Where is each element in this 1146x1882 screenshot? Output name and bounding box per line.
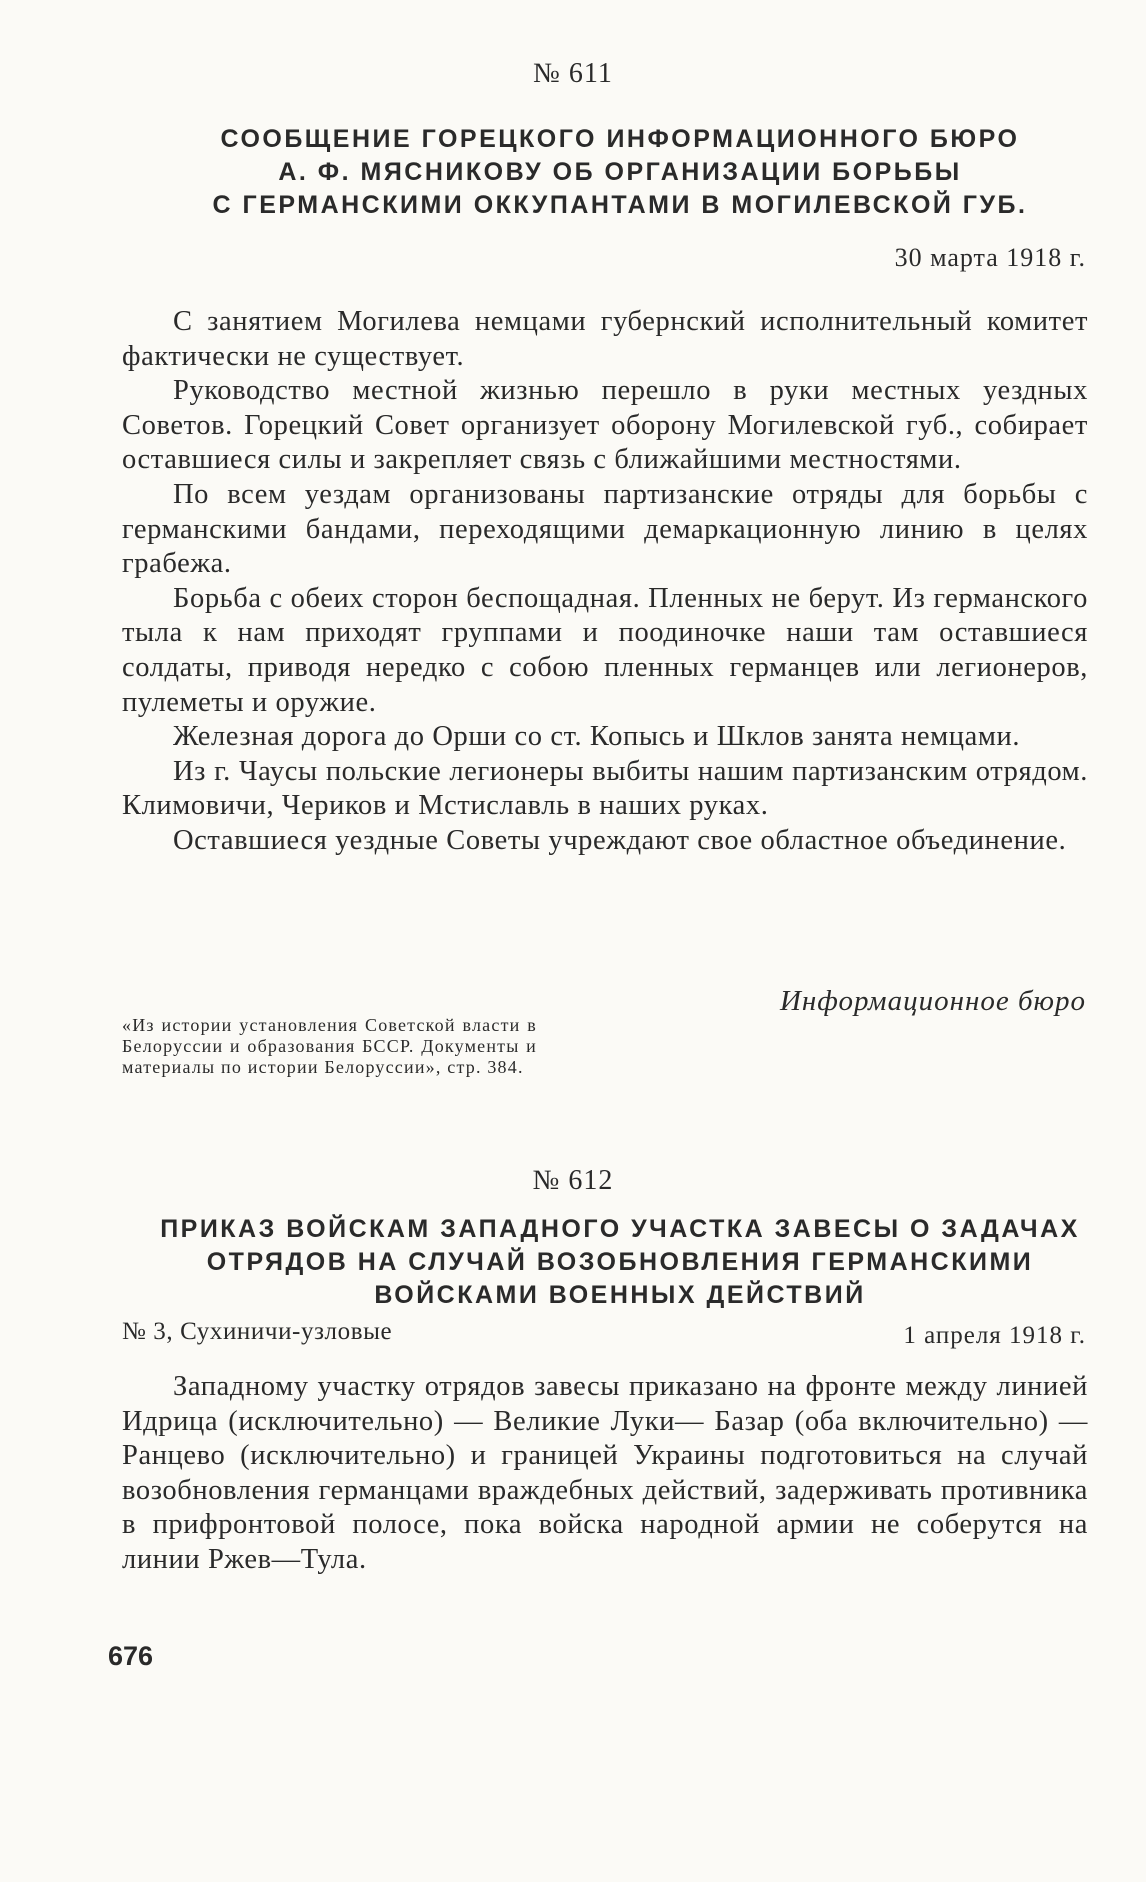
doc-611-number: № 611 bbox=[533, 58, 613, 89]
doc-612-paragraph-1: Западному участку отрядов завесы приказано на фронте между линией Идрица (исключительно) — Великие Луки— Базар (оба включительно) — Ранцево (исключительно) и границей Украины подготовиться на случай возобновления германцами враждебных действий, задерживать противника в прифронтовой полосе, пока войска народной армии не соберутся на линии Ржев—Тула. bbox=[122, 1371, 1088, 1575]
doc-611-paragraph-4: Борьба с обеих сторон беспощадная. Пленных не берут. Из германского тыла к нам приходят группами и поодиночке наши там оставшиеся солдаты, приводя нередко с собою пленных германцев или легионеров, пулеметы и оружие. bbox=[122, 582, 1088, 718]
doc-611-paragraph-5: Железная дорога до Орши со ст. Копысь и Шклов занята немцами. bbox=[173, 721, 1021, 753]
doc-611-date: 30 марта 1918 г. bbox=[894, 243, 1086, 272]
doc-612-body bbox=[122, 1370, 1088, 1578]
doc-611-title-line-2: А. Ф. МЯСНИКОВУ ОБ ОРГАНИЗАЦИИ БОРЬБЫ bbox=[278, 158, 962, 186]
doc-612-date: 1 апреля 1918 г. bbox=[903, 1322, 1086, 1349]
doc-611-title-line-3: С ГЕРМАНСКИМИ ОККУПАНТАМИ В МОГИЛЕВСКОЙ ГУБ. bbox=[212, 191, 1028, 219]
doc-611-title bbox=[150, 123, 1090, 222]
doc-612-title-line-2: ОТРЯДОВ НА СЛУЧАЙ ВОЗОБНОВЛЕНИЯ ГЕРМАНСКИМИ bbox=[206, 1248, 1034, 1276]
doc-612-title-line-1: ПРИКАЗ ВОЙСКАМ ЗАПАДНОГО УЧАСТКА ЗАВЕСЫ О ЗАДАЧАХ bbox=[160, 1215, 1080, 1243]
doc-611-source-note: «Из истории установления Советской власти в Белоруссии и образования БССР. Документы и материалы по истории Белоруссии», стр. 384. bbox=[122, 1015, 537, 1077]
doc-611-paragraph-3: По всем уездам организованы партизанские отряды для борьбы с германскими бандами, переходящими демаркационную линию в целях грабежа. bbox=[122, 478, 1088, 580]
doc-612-order-reference: № 3, Сухиничи-узловые bbox=[122, 1318, 393, 1345]
doc-611-signature: Информационное бюро bbox=[779, 985, 1086, 1017]
doc-612-number: № 612 bbox=[532, 1165, 614, 1196]
page-number: 676 bbox=[108, 1641, 154, 1671]
doc-611-body bbox=[122, 305, 1088, 859]
doc-612-title-line-3: ВОЙСКАМИ ВОЕННЫХ ДЕЙСТВИЙ bbox=[374, 1281, 866, 1309]
doc-611-paragraph-1: С занятием Могилева немцами губернский исполнительный комитет фактически не существует. bbox=[122, 306, 1088, 372]
doc-611-paragraph-7: Оставшиеся уездные Советы учреждают свое областное объединение. bbox=[173, 824, 1067, 856]
doc-611-title-line-1: СООБЩЕНИЕ ГОРЕЦКОГО ИНФОРМАЦИОННОГО БЮРО bbox=[220, 125, 1020, 153]
doc-611-paragraph-6: Из г. Чаусы польские легионеры выбиты нашим партизанским отрядом. Климовичи, Чериков и Мстиславль в наших руках. bbox=[122, 755, 1088, 822]
doc-611-paragraph-2: Руководство местной жизнью перешло в руки местных уездных Советов. Горецкий Совет организует оборону Могилевской губ., собирает оставшиеся силы и закрепляет связь с ближайшими местностями. bbox=[122, 375, 1088, 476]
doc-612-title bbox=[150, 1213, 1090, 1312]
